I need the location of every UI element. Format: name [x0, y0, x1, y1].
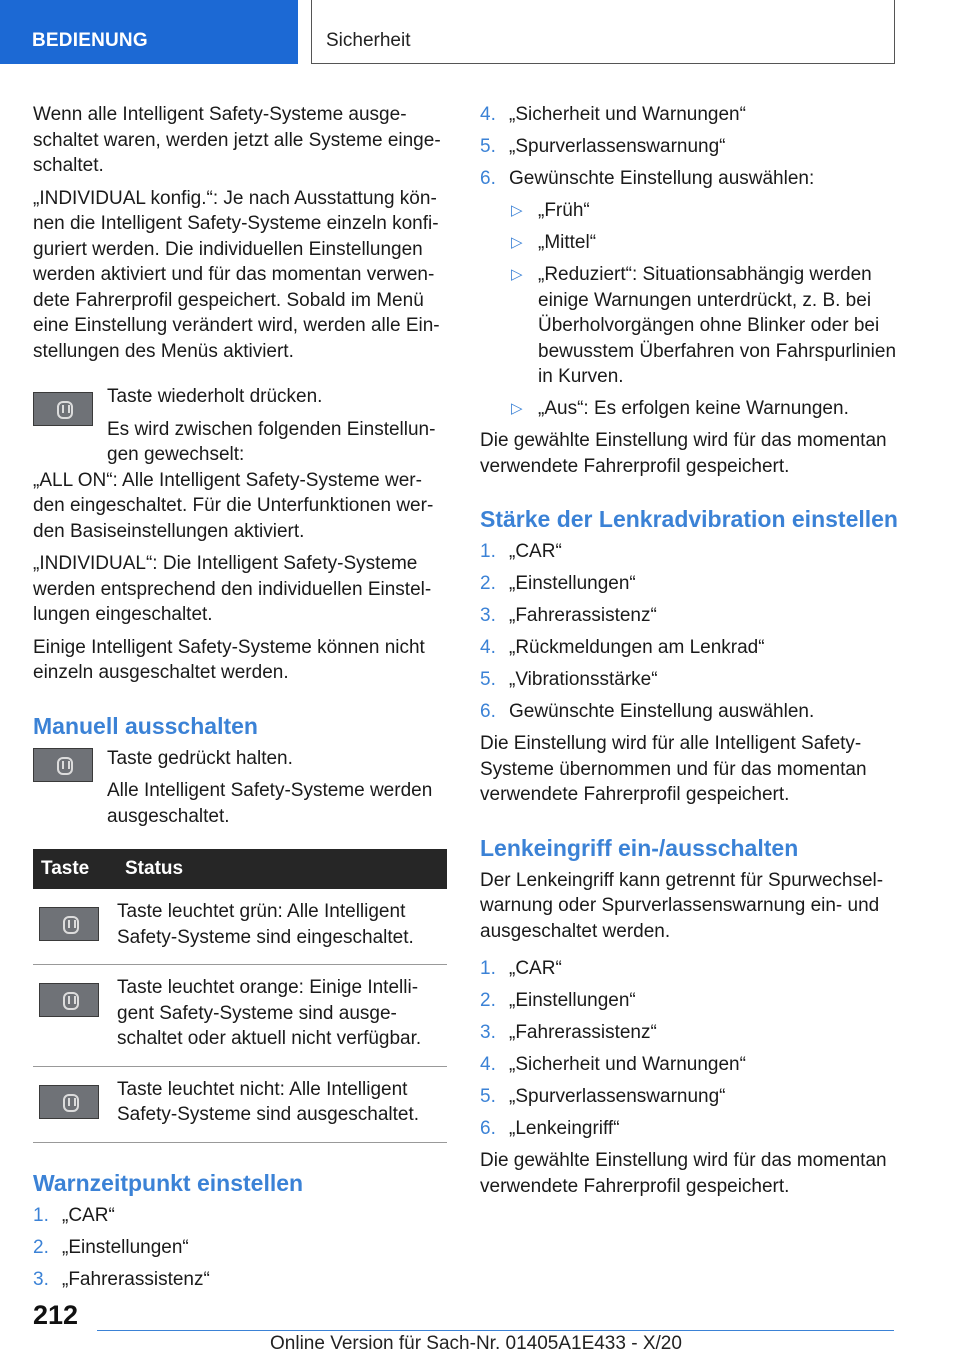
table-row — [33, 1066, 447, 1142]
table-header: Taste — [33, 849, 117, 889]
paragraph: Die gewählte Einstellung wird für das momentan verwendete Fahrerprofil gespeichert. — [480, 1150, 887, 1197]
list-item: 2. „Einstellungen“ — [480, 573, 636, 594]
list-item: 5. „Vibrationsstärke“ — [480, 669, 658, 690]
safety-button-icon — [33, 392, 93, 426]
section-heading: Lenkeingriff ein-/ausschalten — [480, 834, 799, 861]
list-item: 2. „Einstellungen“ — [33, 1236, 189, 1258]
step-list — [480, 956, 900, 1142]
list-item: ▷ „Aus“: Es erfolgen keine Warnungen. — [509, 396, 900, 422]
paragraph: Taste gedrückt halten. — [107, 747, 293, 769]
paragraph: Die gewählte Einstellung wird für das momentan verwendete Fahrerprofil gespeichert. — [480, 430, 887, 477]
list-item: 5. „Spurverlassenswarnung“ — [480, 1086, 726, 1107]
table-cell: Taste leuchtet nicht: Alle Intelligent Safety-Systeme sind ausgeschaltet. — [117, 1066, 447, 1142]
online-version-note: Online Version für Sach-Nr. 01405A1E433 - X/20 — [270, 1333, 682, 1354]
list-item: 1. „CAR“ — [33, 1204, 115, 1226]
list-item: 6. „Lenkeingriff“ — [480, 1118, 620, 1139]
arrow-icon: ▷ — [511, 234, 523, 251]
list-item: 1. „CAR“ — [480, 541, 562, 562]
footer-divider — [97, 1330, 894, 1331]
paragraph: Wenn alle Intelligent Safety-Systeme ausgeschaltet waren, werden jetzt alle Systeme eingeschaltet. — [33, 104, 441, 176]
section-heading: Warnzeitpunkt einstellen — [33, 1169, 304, 1196]
paragraph: Der Lenkeingriff kann getrennt für Spurwechselwarnung oder Spurverlassenswarnung ein- und ausgeschaltet werden. — [480, 869, 884, 942]
section-tab — [0, 0, 298, 64]
safety-button-icon — [33, 748, 93, 782]
list-item: 3. „Fahrerassistenz“ — [480, 605, 657, 626]
safety-button-icon — [39, 907, 99, 941]
list-item: 6. Gewünschte Einstellung auswählen: — [480, 168, 815, 189]
right-column — [480, 102, 900, 1206]
paragraph: Alle Intelligent Safety-Systeme werden ausgeschaltet. — [107, 780, 433, 827]
step-list — [480, 539, 900, 725]
status-table — [33, 849, 447, 1143]
table-header: Status — [117, 849, 447, 889]
table-row — [33, 965, 447, 1067]
paragraph: „INDIVIDUAL“: Die Intelligent Safety-Systeme werden entsprechend den individuellen Einstellungen eingeschaltet. — [33, 553, 432, 625]
paragraph: „INDIVIDUAL konfig.“: Je nach Ausstattung können die Intelligent Safety-Systeme einzeln konfiguriert werden. Die individuellen Einstellungen werden aktiviert und für das momentan verwendete Fahrerprofil gespeichert. Sobald im Menü eine Einstellung verändert wird, werden alle Einstellungen des Menüs aktiviert. — [33, 187, 440, 362]
list-item: 2. „Einstellungen“ — [480, 990, 636, 1011]
paragraph: Es wird zwischen folgenden Einstellungen gewechselt: — [107, 418, 436, 465]
safety-button-icon — [39, 1085, 99, 1119]
arrow-icon: ▷ — [511, 202, 523, 219]
arrow-icon: ▷ — [511, 266, 523, 283]
list-item: 3. „Fahrerassistenz“ — [33, 1268, 210, 1290]
page-number: 212 — [33, 1300, 79, 1330]
safety-button-icon — [39, 983, 99, 1017]
arrow-icon: ▷ — [511, 400, 523, 417]
paragraph: Taste wiederholt drücken. — [107, 386, 323, 407]
button-instruction — [33, 384, 445, 468]
step-list — [480, 102, 900, 192]
chapter-label: Sicherheit — [326, 30, 411, 51]
section-heading: Stärke der Lenkradvibration einstellen — [480, 506, 898, 532]
section-label: BEDIENUNG — [32, 30, 148, 51]
left-column — [33, 102, 445, 1299]
list-item: ▷ „Mittel“ — [509, 230, 900, 256]
table-row — [33, 889, 447, 965]
option-list — [509, 198, 900, 422]
list-item: 4. „Sicherheit und Warnungen“ — [480, 104, 746, 125]
list-item: 5. „Spurverlassenswarnung“ — [480, 136, 726, 157]
list-item: 6. Gewünschte Einstellung auswählen. — [480, 701, 815, 722]
table-cell: Taste leuchtet grün: Alle Intelligent Safety-Systeme sind eingeschaltet. — [117, 889, 447, 965]
section-heading: Manuell ausschalten — [33, 712, 258, 739]
paragraph: Die Einstellung wird für alle Intelligent Safety-Systeme übernommen und für das momentan verwendete Fahrerprofil gespeichert. — [480, 733, 867, 805]
paragraph: Einige Intelligent Safety-Systeme können nicht einzeln ausgeschaltet werden. — [33, 636, 425, 683]
list-item: 4. „Sicherheit und Warnungen“ — [480, 1054, 746, 1075]
list-item: ▷ „Reduziert“: Situationsabhängig werden einige Warnungen unterdrückt, z. B. bei Überholvorgängen ohne Blinker oder bei bewusstem Überfahren von Fahrspurlinien in Kurven. — [511, 264, 897, 387]
step-list — [33, 1203, 445, 1293]
button-instruction — [33, 746, 445, 830]
paragraph: „ALL ON“: Alle Intelligent Safety-Systeme werden eingeschaltet. Für die Unterfunktionen werden Basiseinstellungen aktiviert. — [33, 469, 434, 542]
chapter-header — [311, 0, 895, 64]
list-item: 4. „Rückmeldungen am Lenkrad“ — [480, 637, 765, 658]
list-item: 3. „Fahrerassistenz“ — [480, 1022, 657, 1043]
table-cell: Taste leuchtet orange: Einige Intelligent Safety-Systeme sind ausgeschaltet oder aktuell nicht verfügbar. — [117, 965, 447, 1067]
list-item: ▷ „Früh“ — [509, 198, 900, 224]
list-item: 1. „CAR“ — [480, 958, 562, 979]
